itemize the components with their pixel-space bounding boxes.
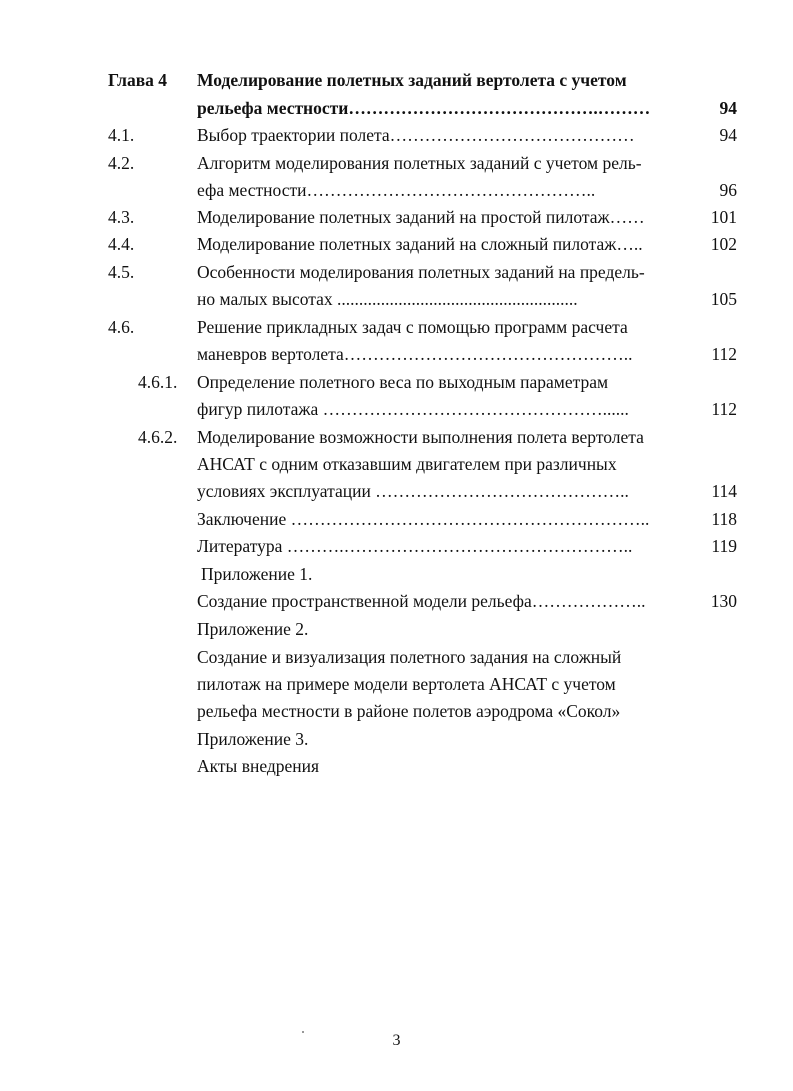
chapter-label: Глава 4 bbox=[108, 70, 168, 90]
entry-page: 105 bbox=[710, 289, 737, 309]
toc-appendix2-line1 bbox=[0, 644, 793, 670]
toc-appendix3 bbox=[0, 753, 793, 779]
toc-entry-4-2 bbox=[0, 150, 793, 176]
appendix3-label: Приложение 3. bbox=[197, 729, 309, 749]
conclusion-page: 118 bbox=[711, 509, 737, 529]
toc-entry-4-6-1 bbox=[0, 369, 793, 395]
entry-title-cont: фигур пилотажа …………………………………………...... bbox=[197, 399, 629, 419]
toc-entry-4-6-cont bbox=[0, 341, 793, 367]
entry-number: 4.3. bbox=[108, 207, 135, 227]
entry-page: 101 bbox=[710, 207, 737, 227]
toc-conclusion bbox=[0, 506, 793, 532]
toc-literature bbox=[0, 533, 793, 559]
appendix2-label: Приложение 2. bbox=[197, 619, 309, 639]
entry-title-cont: но малых высотах ....................................................... bbox=[197, 289, 578, 309]
entry-number: 4.6.2. bbox=[138, 427, 178, 447]
page-number: 3 bbox=[392, 1032, 401, 1049]
appendix2-title-cont: рельефа местности в районе полетов аэродрома «Сокол» bbox=[197, 701, 621, 721]
toc-entry-4-4 bbox=[0, 231, 793, 257]
appendix2-title-cont: пилотаж на примере модели вертолета АНСАТ с учетом bbox=[197, 674, 616, 694]
toc-appendix1-label bbox=[0, 561, 793, 587]
entry-title-cont: условиях эксплуатации …………………………………….. bbox=[197, 481, 629, 501]
appendix3-title: Акты внедрения bbox=[197, 756, 320, 776]
literature-title: Литература ……….………………………………………….. bbox=[197, 536, 633, 556]
toc-appendix1 bbox=[0, 588, 793, 614]
entry-page: 102 bbox=[710, 234, 737, 254]
entry-title: Решение прикладных задач с помощью программ расчета bbox=[197, 317, 628, 337]
entry-page: 96 bbox=[719, 180, 737, 200]
toc-appendix3-label bbox=[0, 726, 793, 752]
entry-title: Моделирование полетных заданий на простой пилотаж…… bbox=[197, 207, 645, 227]
chapter-title-line2: рельефа местности…………………………………….……… bbox=[197, 98, 651, 118]
literature-page: 119 bbox=[711, 536, 737, 556]
toc-appendix2-line3 bbox=[0, 698, 793, 724]
toc-appendix2-line2 bbox=[0, 671, 793, 697]
toc-chapter-row-cont bbox=[0, 95, 793, 121]
entry-page: 112 bbox=[711, 344, 737, 364]
toc-entry-4-2-cont bbox=[0, 177, 793, 203]
chapter-title-line1: Моделирование полетных заданий вертолета с учетом bbox=[197, 70, 627, 90]
entry-page: 94 bbox=[719, 125, 737, 145]
entry-title-cont: АНСАТ с одним отказавшим двигателем при различных bbox=[197, 454, 617, 474]
conclusion-title: Заключение …………………………………………………….. bbox=[197, 509, 650, 529]
entry-title-cont: маневров вертолета………………………………………….. bbox=[197, 344, 633, 364]
toc-entry-4-5-cont bbox=[0, 286, 793, 312]
toc-entry-4-6 bbox=[0, 314, 793, 340]
entry-number: 4.5. bbox=[108, 262, 135, 282]
appendix1-label: Приложение 1. bbox=[201, 564, 313, 584]
chapter-page: 94 bbox=[719, 98, 737, 118]
appendix1-page: 130 bbox=[710, 591, 737, 611]
entry-number: 4.6. bbox=[108, 317, 135, 337]
entry-number: 4.1. bbox=[108, 125, 135, 145]
toc-entry-4-6-2-cont2 bbox=[0, 478, 793, 504]
entry-page: 114 bbox=[711, 481, 737, 501]
entry-number: 4.4. bbox=[108, 234, 135, 254]
appendix1-title: Создание пространственной модели рельефа……………….. bbox=[197, 591, 646, 611]
toc-entry-4-6-2-cont1 bbox=[0, 451, 793, 477]
entry-number: 4.6.1. bbox=[138, 372, 178, 392]
toc-entry-4-1 bbox=[0, 122, 793, 148]
appendix2-title: Создание и визуализация полетного задания на сложный bbox=[197, 647, 622, 667]
entry-title: Моделирование возможности выполнения полета вертолета bbox=[197, 427, 644, 447]
toc-entry-4-6-1-cont bbox=[0, 396, 793, 422]
toc-entry-4-3 bbox=[0, 204, 793, 230]
entry-title: Определение полетного веса по выходным параметрам bbox=[197, 372, 609, 392]
toc-entry-4-5 bbox=[0, 259, 793, 285]
toc-appendix2-label bbox=[0, 616, 793, 642]
entry-title: Алгоритм моделирования полетных заданий с учетом рель- bbox=[197, 153, 642, 173]
toc-entry-4-6-2 bbox=[0, 424, 793, 450]
entry-title: Моделирование полетных заданий на сложный пилотаж….. bbox=[197, 234, 643, 254]
toc-chapter-row bbox=[0, 67, 793, 93]
entry-number: 4.2. bbox=[108, 153, 135, 173]
entry-page: 112 bbox=[711, 399, 737, 419]
entry-title-cont: ефа местности………………………………………….. bbox=[197, 180, 596, 200]
entry-title: Особенности моделирования полетных заданий на предель- bbox=[197, 262, 645, 282]
entry-title: Выбор траектории полета…………………………………… bbox=[197, 125, 635, 145]
